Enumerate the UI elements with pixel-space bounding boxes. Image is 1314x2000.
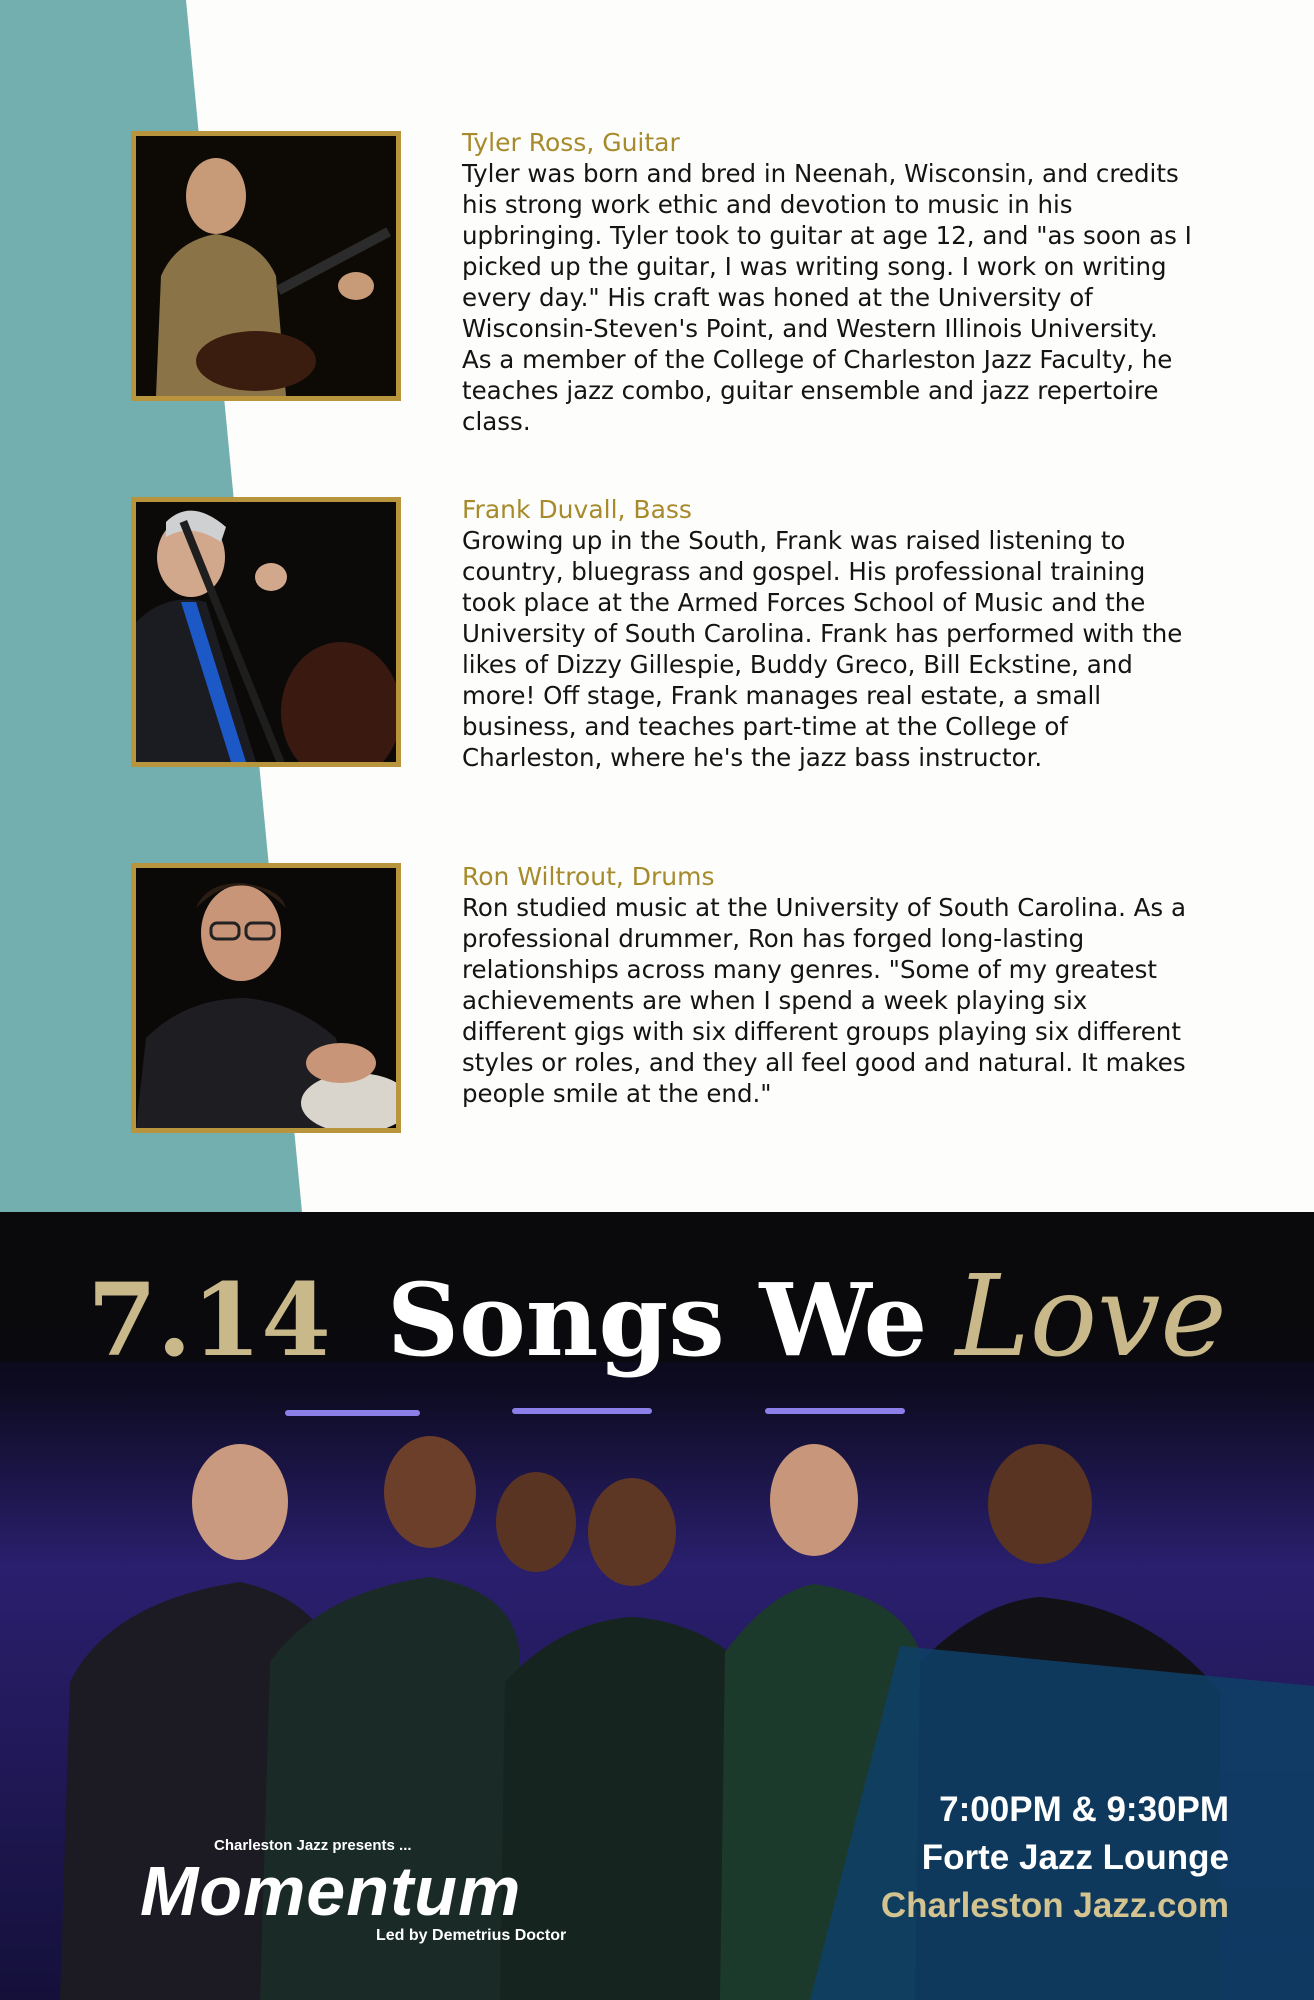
event-title-script: Love [955,1252,1227,1382]
brand-name: Momentum [140,1852,522,1930]
tyler-ross-photo [131,131,401,401]
event-venue: Forte Jazz Lounge [921,1838,1229,1877]
event-date: 7.14 [87,1261,331,1379]
guitarist-image [136,136,396,396]
bio-name: Frank Duvall, Bass [462,495,692,524]
ron-wiltrout-photo [131,863,401,1133]
frank-duvall-photo [131,497,401,767]
event-title: Songs We [386,1261,928,1379]
led-by-line: Led by Demetrius Doctor [376,1927,567,1944]
bio-body: Tyler was born and bred in Neenah, Wisconsin, and credits his strong work ethic and devotion to music in his upbringing. Tyler took to guitar at age 12, and "as soon as I picked up the guitar, I was writing song. I work on writing every day." His craft was honed at the University of Wisconsin-Steven's Point, and Western Illinois University. As a member of the College of Charleston Jazz Faculty, he teaches jazz combo, guitar ensemble and jazz repertoire class. [462,159,1192,436]
momentum-logo [140,1836,610,1946]
bio-name: Tyler Ross, Guitar [462,128,680,157]
bio-body: Ron studied music at the University of South Carolina. As a professional drummer, Ron has forged long-lasting relationships across many genres. "Some of my greatest achievements are when I spend a week playing six different gigs with six different groups playing six different styles or roles, and they all feel good and natural. It makes people smile at the end." [462,893,1186,1108]
event-info [881,1786,1229,1930]
drummer-image [136,868,396,1128]
event-times: 7:00PM & 9:30PM [939,1790,1229,1829]
event-headline [0,1252,1314,1385]
bio-name: Ron Wiltrout, Drums [462,862,715,891]
bio-body: Growing up in the South, Frank was raised listening to country, bluegrass and gospel. His professional training took place at the Armed Forces School of Music and the University of South Carolina. Frank has performed with the likes of Dizzy Gillespie, Buddy Greco, Bill Eckstine, and more! Off stage, Frank manages real estate, a small business, and teaches part-time at the College of Charleston, where he's the jazz bass instructor. [462,526,1183,772]
event-website[interactable]: Charleston Jazz.com [880,1886,1229,1925]
presents-line: Charleston Jazz presents ... [214,1837,412,1854]
bassist-image [136,502,396,762]
event-banner [0,1212,1314,2000]
